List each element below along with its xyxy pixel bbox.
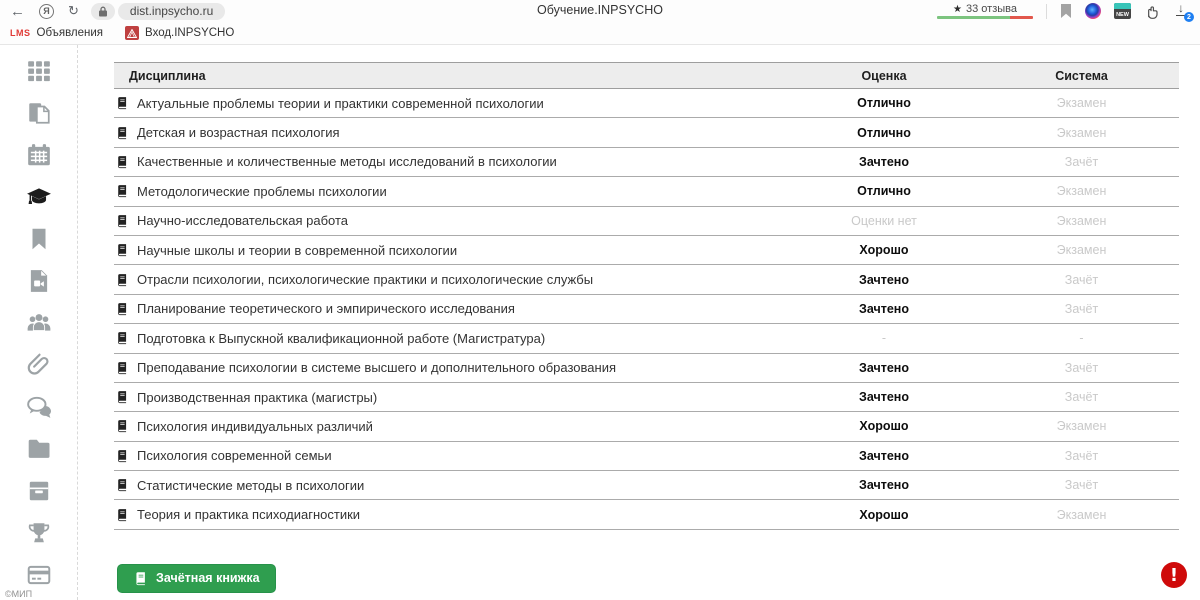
- header-grade: Оценка: [861, 68, 907, 83]
- credit-card-icon[interactable]: [26, 562, 52, 588]
- grade-cell: Отлично: [857, 184, 911, 199]
- book-icon: [115, 302, 129, 316]
- book-icon: [115, 419, 129, 433]
- header-discipline: Дисциплина: [129, 68, 206, 83]
- system-cell: Экзамен: [1056, 243, 1107, 258]
- users-icon[interactable]: [26, 310, 52, 336]
- page-title: Обучение.INPSYCHO: [537, 3, 663, 17]
- system-cell: Экзамен: [1056, 213, 1107, 228]
- system-cell: Экзамен: [1056, 419, 1107, 434]
- book-icon: [115, 214, 129, 228]
- address-bar[interactable]: dist.inpsycho.ru: [118, 3, 225, 20]
- table-row[interactable]: [114, 383, 1179, 412]
- grade-cell: Зачтено: [859, 478, 909, 493]
- discipline-label: Планирование теоретического и эмпирического исследования: [137, 301, 515, 317]
- trophy-icon[interactable]: [26, 520, 52, 546]
- lock-icon: [98, 6, 108, 17]
- grade-cell: Зачтено: [859, 272, 909, 287]
- refresh-icon[interactable]: ↻: [68, 3, 79, 18]
- book-icon: [115, 508, 129, 522]
- discipline-cell: [114, 419, 784, 434]
- discipline-cell: [114, 331, 784, 346]
- discipline-cell: [114, 243, 784, 258]
- discipline-cell: [114, 96, 784, 111]
- discipline-label: Актуальные проблемы теории и практики современной психологии: [137, 95, 544, 111]
- extension-browser-icon[interactable]: [1085, 3, 1101, 19]
- discipline-label: Методологические проблемы психологии: [137, 183, 387, 199]
- discipline-cell: [114, 478, 784, 493]
- system-cell: Экзамен: [1056, 125, 1107, 140]
- discipline-label: Научно-исследовательская работа: [137, 213, 349, 229]
- extension-new-icon[interactable]: NEW: [1114, 3, 1131, 19]
- yandex-browser-icon[interactable]: Я: [39, 4, 54, 19]
- bookmark-nav-icon[interactable]: [26, 226, 52, 252]
- grade-cell: Отлично: [857, 96, 911, 111]
- discipline-label: Психология современной семьи: [137, 448, 332, 464]
- sidebar-nav: [0, 45, 78, 600]
- table-row[interactable]: [114, 89, 1179, 118]
- alert-notification-icon[interactable]: !: [1161, 562, 1187, 588]
- bookmark-item-lms[interactable]: [10, 27, 103, 39]
- book-icon: [115, 126, 129, 140]
- hand-gesture-icon[interactable]: [1144, 3, 1161, 20]
- book-icon: [115, 390, 129, 404]
- discipline-cell: [114, 125, 784, 140]
- discipline-cell: [114, 448, 784, 463]
- discipline-label: Подготовка к Выпускной квалификационной работе (Магистратура): [137, 330, 546, 346]
- book-icon: [133, 571, 148, 586]
- grade-cell: Оценки нет: [851, 213, 917, 228]
- grade-cell: Зачтено: [859, 360, 909, 375]
- chat-icon[interactable]: [26, 394, 52, 420]
- grid-menu-icon[interactable]: [26, 58, 52, 84]
- book-icon: [115, 331, 129, 345]
- grades-table: [114, 62, 1179, 530]
- system-cell: Зачёт: [1064, 154, 1099, 169]
- calendar-icon[interactable]: [26, 142, 52, 168]
- reviews-count: 33 отзыва: [965, 3, 1017, 16]
- video-file-icon[interactable]: [26, 268, 52, 294]
- discipline-label: Статистические методы в психологии: [137, 477, 365, 493]
- folder-icon[interactable]: [26, 436, 52, 462]
- copyright-label: ©МИП: [5, 589, 33, 599]
- grade-cell: Хорошо: [859, 507, 909, 522]
- discipline-cell: [114, 272, 784, 287]
- lms-favicon: LMS: [10, 28, 31, 38]
- header-system: Система: [1055, 68, 1108, 83]
- downloads-badge: 2: [1184, 12, 1194, 22]
- table-row[interactable]: [114, 118, 1179, 147]
- discipline-cell: [114, 213, 784, 228]
- table-row[interactable]: [114, 354, 1179, 383]
- book-icon: [115, 96, 129, 110]
- system-cell: Зачёт: [1064, 360, 1099, 375]
- gradebook-button[interactable]: [117, 564, 276, 593]
- paperclip-icon[interactable]: [26, 352, 52, 378]
- table-row[interactable]: [114, 471, 1179, 500]
- table-row[interactable]: [114, 148, 1179, 177]
- table-row[interactable]: [114, 324, 1179, 353]
- bookmarks-bar: [0, 22, 1200, 45]
- bookmark-label: Вход.INPSYCHO: [145, 27, 235, 39]
- grades-table-body: [114, 89, 1179, 530]
- discipline-label: Производственная практика (магистры): [137, 389, 378, 405]
- system-cell: Зачёт: [1064, 390, 1099, 405]
- table-header-row: [114, 62, 1179, 89]
- book-icon: [115, 184, 129, 198]
- gradebook-button-label: Зачётная книжка: [156, 571, 260, 586]
- discipline-cell: [114, 184, 784, 199]
- grade-cell: -: [881, 331, 887, 346]
- content-area: [78, 45, 1200, 600]
- site-reviews-widget[interactable]: [937, 3, 1033, 19]
- table-row[interactable]: [114, 442, 1179, 471]
- system-cell: Зачёт: [1064, 478, 1099, 493]
- discipline-label: Отрасли психологии, психологические практики и психологические службы: [137, 272, 594, 288]
- system-cell: Зачёт: [1064, 272, 1099, 287]
- discipline-label: Преподавание психологии в системе высшего и дополнительного образования: [137, 360, 616, 376]
- book-icon: [115, 243, 129, 257]
- table-row[interactable]: [114, 207, 1179, 236]
- system-cell: -: [1079, 331, 1084, 346]
- book-icon: [115, 361, 129, 375]
- table-row[interactable]: [114, 177, 1179, 206]
- graduation-cap-icon[interactable]: [26, 184, 52, 210]
- table-row[interactable]: [114, 500, 1179, 529]
- book-icon: [115, 155, 129, 169]
- toolbar-divider: [1046, 4, 1047, 19]
- book-icon: [115, 273, 129, 287]
- discipline-cell: [114, 360, 784, 375]
- mip-favicon: [125, 26, 139, 40]
- table-row[interactable]: [114, 236, 1179, 265]
- discipline-cell: [114, 507, 784, 522]
- grade-cell: Зачтено: [859, 301, 909, 316]
- discipline-label: Теория и практика психодиагностики: [137, 507, 361, 523]
- table-row[interactable]: [114, 265, 1179, 294]
- system-cell: Экзамен: [1056, 96, 1107, 111]
- downloads-button[interactable]: [1174, 3, 1190, 19]
- discipline-label: Детская и возрастная психология: [137, 125, 340, 141]
- archive-box-icon[interactable]: [26, 478, 52, 504]
- grade-cell: Зачтено: [859, 390, 909, 405]
- discipline-label: Психология индивидуальных различий: [137, 418, 373, 434]
- documents-icon[interactable]: [26, 100, 52, 126]
- grade-cell: Хорошо: [859, 243, 909, 258]
- bookmark-label: Объявления: [36, 27, 104, 39]
- table-row[interactable]: [114, 412, 1179, 441]
- discipline-cell: [114, 301, 784, 316]
- grade-cell: Зачтено: [859, 154, 909, 169]
- download-arrow-icon: ↓: [1178, 1, 1184, 15]
- site-security-lock[interactable]: [91, 3, 115, 20]
- rating-bar: [937, 16, 1033, 19]
- browser-toolbar: [0, 0, 1200, 22]
- bookmark-item-vhod[interactable]: [125, 26, 234, 40]
- discipline-label: Качественные и количественные методы исследований в психологии: [137, 154, 557, 170]
- discipline-label: Научные школы и теории в современной психологии: [137, 242, 458, 258]
- star-icon: ★: [953, 3, 962, 15]
- grade-cell: Отлично: [857, 125, 911, 140]
- grade-cell: Хорошо: [859, 419, 909, 434]
- system-cell: Зачёт: [1064, 448, 1099, 463]
- book-icon: [115, 449, 129, 463]
- bookmark-icon[interactable]: [1060, 4, 1072, 19]
- system-cell: Экзамен: [1056, 507, 1107, 522]
- table-row[interactable]: [114, 295, 1179, 324]
- discipline-cell: [114, 154, 784, 169]
- back-icon[interactable]: ←: [10, 2, 25, 20]
- system-cell: Зачёт: [1064, 301, 1099, 316]
- system-cell: Экзамен: [1056, 184, 1107, 199]
- discipline-cell: [114, 390, 784, 405]
- book-icon: [115, 478, 129, 492]
- grade-cell: Зачтено: [859, 448, 909, 463]
